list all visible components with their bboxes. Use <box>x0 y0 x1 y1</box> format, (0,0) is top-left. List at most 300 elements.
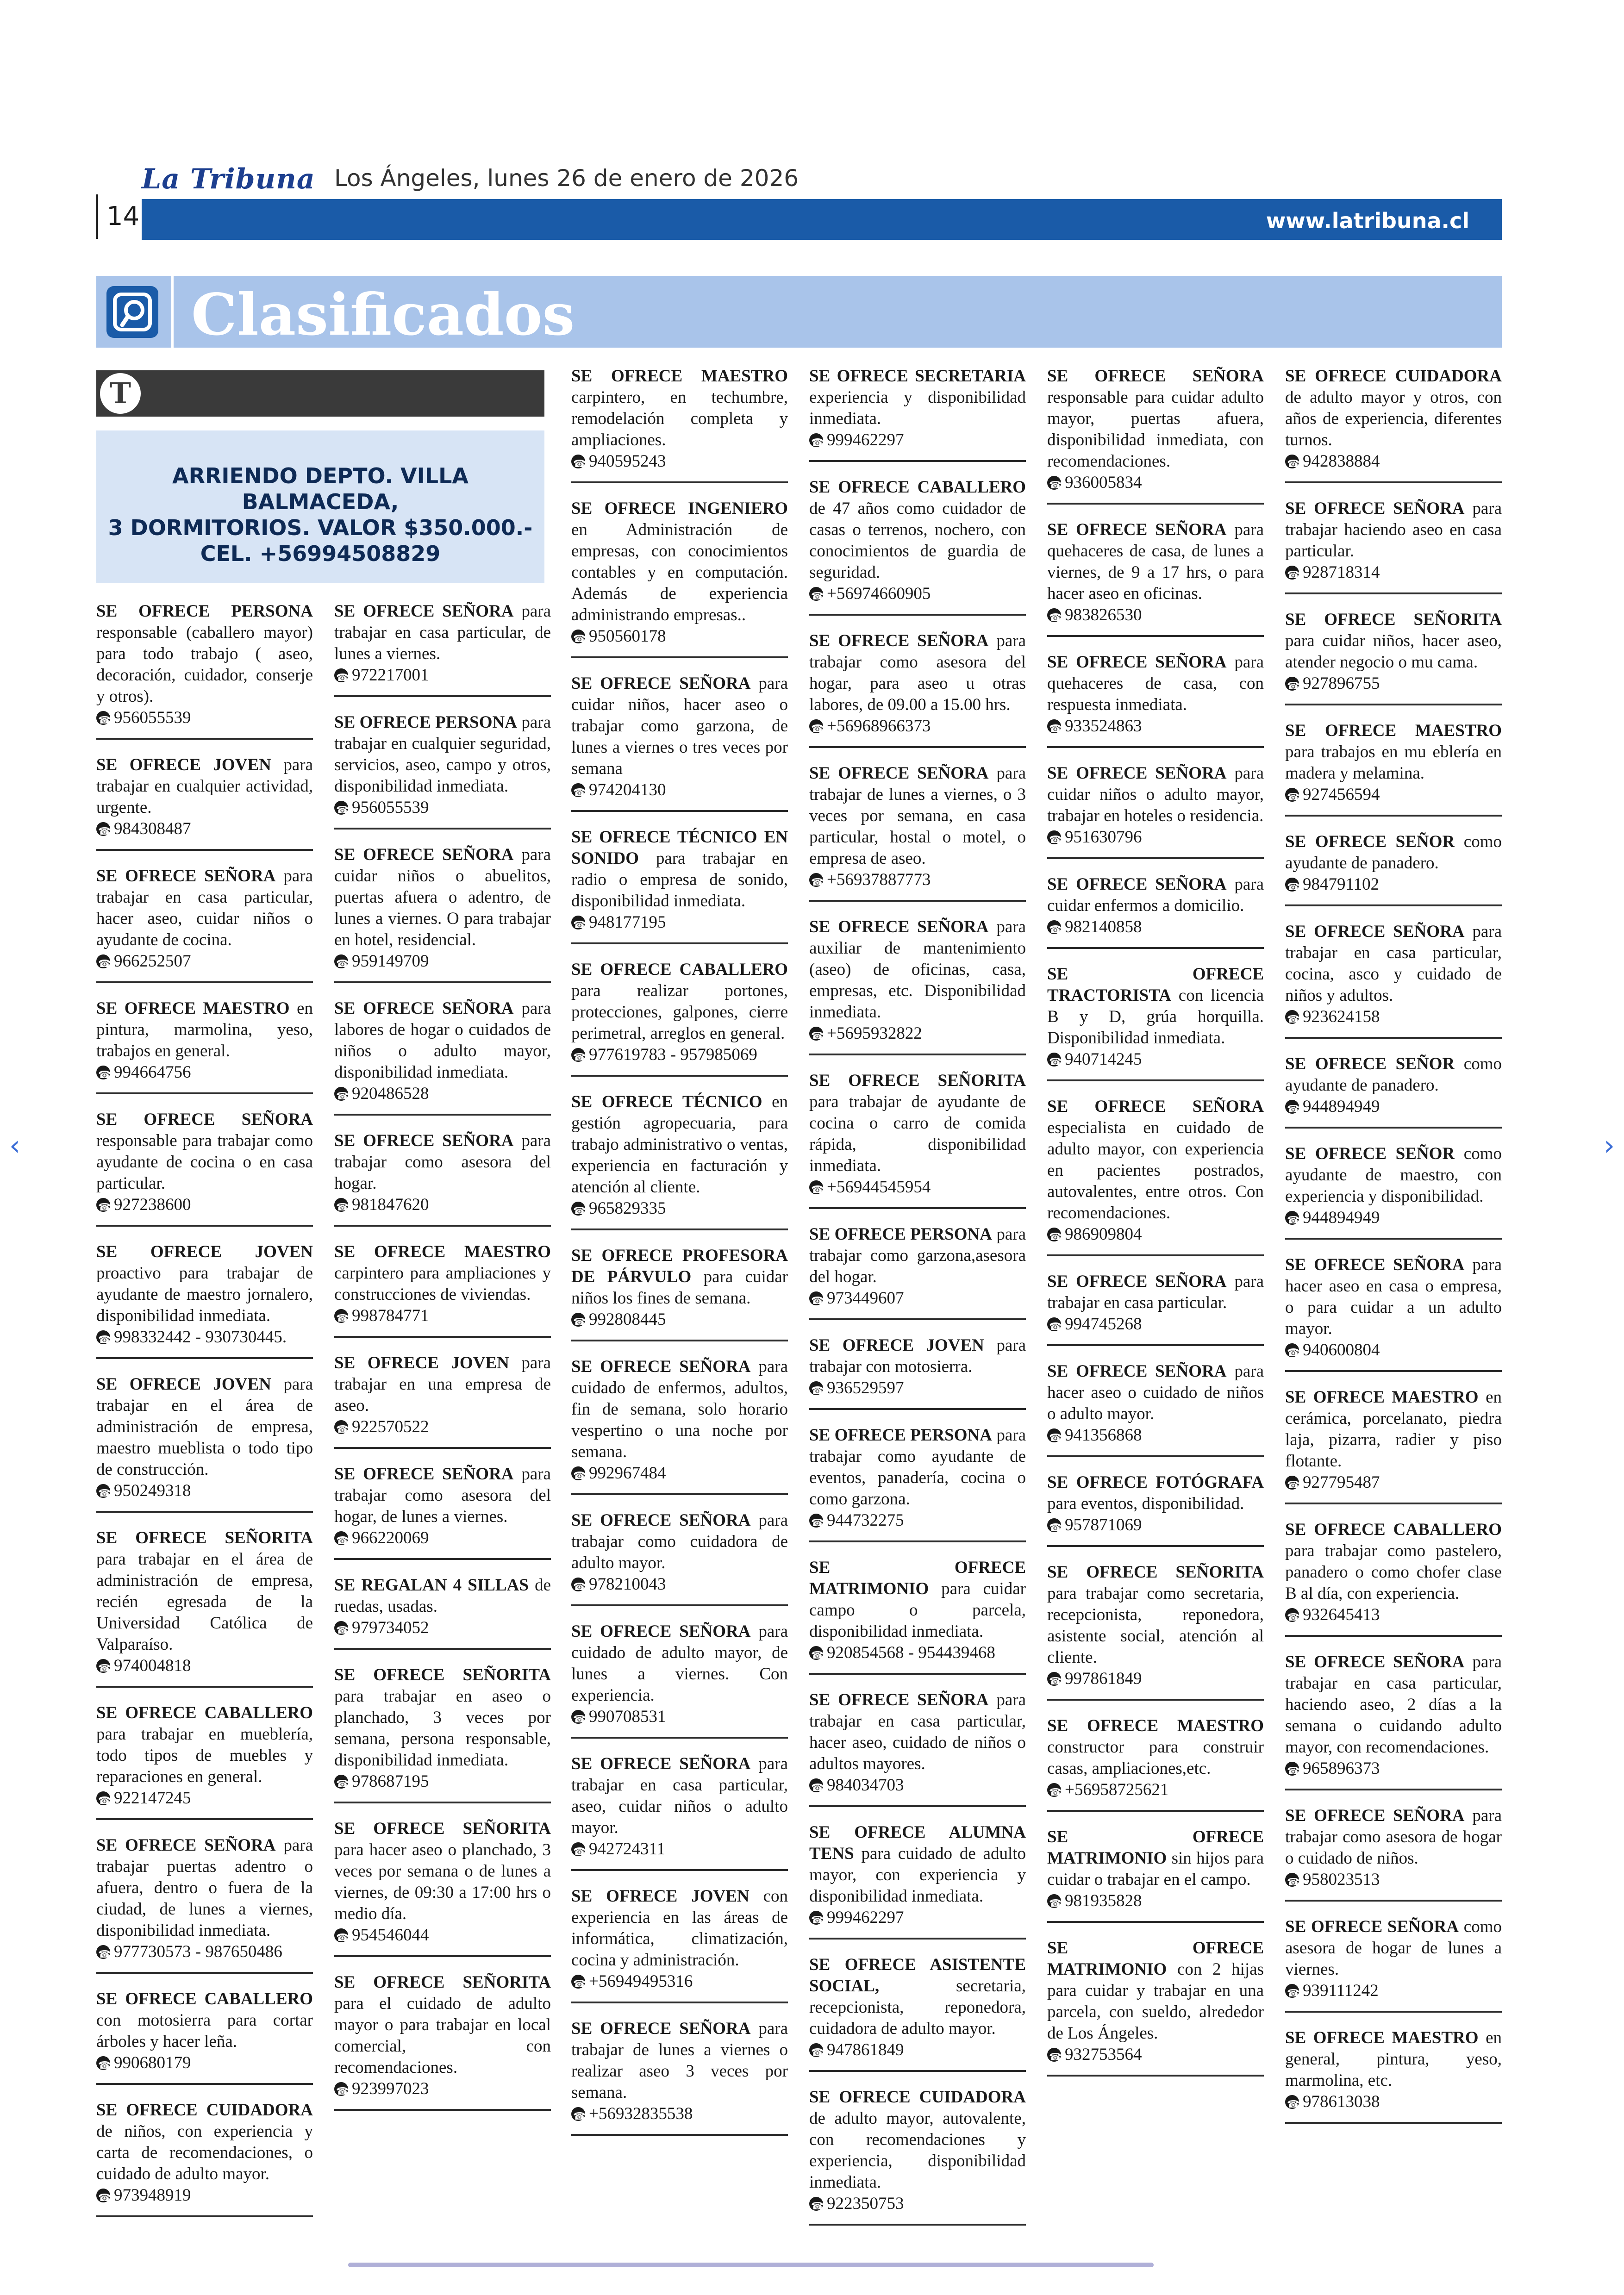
classified-ad <box>571 959 788 1077</box>
ad-headline: SE OFRECE SEÑORA <box>1285 922 1465 941</box>
classified-ad <box>1047 1361 1264 1457</box>
ad-phone-number[interactable]: +56949495316 <box>589 1972 693 1991</box>
ad-phone[interactable] <box>334 1528 551 1549</box>
classified-ad <box>1047 1715 1264 1812</box>
ad-phone-number[interactable]: 927896755 <box>1303 674 1380 693</box>
ad-phone-number[interactable]: 994745268 <box>1065 1315 1142 1334</box>
ad-phone[interactable] <box>1047 605 1264 626</box>
ad-phone-number[interactable]: 973449607 <box>827 1289 904 1308</box>
ad-phone[interactable] <box>1047 2044 1264 2065</box>
ad-body: para cuidar enfermos a domicilio. <box>1047 875 1264 915</box>
ad-phone[interactable] <box>96 818 313 840</box>
ad-phone-number[interactable]: 956055539 <box>114 708 191 727</box>
ad-phone[interactable] <box>1285 673 1502 694</box>
ad-phone-number[interactable]: 922350753 <box>827 2194 904 2213</box>
featured-line-2: 3 DORMITORIOS. VALOR $350.000.- <box>108 515 533 540</box>
ad-phone[interactable] <box>96 1941 313 1963</box>
ad-phone[interactable] <box>1285 1207 1502 1229</box>
ad-phone[interactable] <box>809 1177 1026 1198</box>
ad-phone[interactable] <box>1047 917 1264 938</box>
ad-phone-number[interactable]: 958023513 <box>1303 1870 1380 1889</box>
ad-headline: SE OFRECE CABALLERO <box>1285 1520 1502 1539</box>
ad-phone[interactable] <box>571 2103 788 2125</box>
ad-body: para cuidar niños los fines de semana. <box>571 1267 788 1308</box>
ad-headline: SE OFRECE TÉCNICO <box>571 1092 762 1111</box>
classified-ad <box>1285 1387 1502 1504</box>
ad-phone[interactable] <box>809 716 1026 737</box>
ad-phone[interactable] <box>1047 1425 1264 1446</box>
ad-phone[interactable] <box>571 1198 788 1219</box>
phone-icon <box>96 2189 110 2202</box>
classified-ad <box>1047 519 1264 637</box>
next-page-arrow-icon[interactable]: › <box>1604 1129 1615 1162</box>
ad-phone-number[interactable]: 974004818 <box>114 1656 191 1675</box>
ad-headline: SE OFRECE SEÑORA <box>1047 653 1227 672</box>
phone-icon <box>334 954 348 968</box>
ad-phone-number[interactable]: 984034703 <box>827 1776 904 1795</box>
phone-icon <box>334 1198 348 1212</box>
ad-phone[interactable] <box>1047 827 1264 848</box>
ad-phone[interactable] <box>1285 1980 1502 2002</box>
ad-headline: SE OFRECE TRACTORISTA <box>1047 965 1264 1005</box>
featured-line-1: ARRIENDO DEPTO. VILLA BALMACEDA, <box>172 463 468 514</box>
ad-phone-number[interactable]: 933524863 <box>1065 717 1142 736</box>
ad-headline: SE OFRECE TÉCNICO EN SONIDO <box>571 828 788 868</box>
ad-phone[interactable] <box>1047 1515 1264 1536</box>
ad-phone-number[interactable]: 927456594 <box>1303 785 1380 804</box>
classified-ad <box>809 1070 1026 1209</box>
ad-headline: SE OFRECE SEÑORA <box>1047 1362 1227 1381</box>
phone-icon <box>334 801 348 815</box>
ad-banner <box>96 370 544 417</box>
ad-body: en gestión agropecuaria, para trabajo administrativo o ventas, experiencia en facturación y atención al cliente. <box>571 1092 788 1197</box>
ad-phone[interactable] <box>1047 716 1264 737</box>
ad-phone[interactable] <box>96 1327 313 1348</box>
ad-phone[interactable] <box>809 1642 1026 1664</box>
ad-headline: SE OFRECE MAESTRO <box>1285 2028 1479 2047</box>
ad-headline: SE OFRECE SEÑORITA <box>334 1819 551 1838</box>
ad-phone[interactable] <box>1285 1472 1502 1493</box>
ad-headline: SE OFRECE SEÑORA <box>96 1836 276 1855</box>
phone-icon <box>334 1420 348 1434</box>
ad-phone-number[interactable]: 927238600 <box>114 1195 191 1214</box>
ad-phone-number[interactable]: 936005834 <box>1065 473 1142 492</box>
classified-ad <box>809 1224 1026 1320</box>
ad-phone-number[interactable]: 966252507 <box>114 952 191 971</box>
phone-icon <box>809 1291 823 1305</box>
ad-phone[interactable] <box>571 1839 788 1860</box>
ad-phone-number[interactable]: 992808445 <box>589 1310 666 1329</box>
ad-phone-number[interactable]: 999462297 <box>827 1908 904 1927</box>
classified-ad <box>809 917 1026 1055</box>
ad-phone-number[interactable]: 941356868 <box>1065 1426 1142 1445</box>
ad-body: para trabajar como asesora del hogar, de lunes a viernes. <box>334 1465 551 1526</box>
ad-phone[interactable] <box>571 1706 788 1727</box>
ad-body: constructor para construir casas, ampliaciones,etc. <box>1047 1738 1264 1778</box>
ad-phone[interactable] <box>809 583 1026 605</box>
ad-phone-number[interactable]: 984308487 <box>114 819 191 838</box>
ad-phone-number[interactable]: 942724311 <box>589 1840 666 1858</box>
horizontal-scrollbar[interactable] <box>348 2263 1154 2267</box>
ad-body: proactivo para trabajar de ayudante de maestro jornalero, disponibilidad inmediata. <box>96 1264 313 1325</box>
ad-phone[interactable] <box>571 780 788 801</box>
phone-icon <box>96 711 110 725</box>
ad-body: en cerámica, porcelanato, piedra laja, pizarra, radier y piso flotante. <box>1285 1388 1502 1471</box>
ad-phone[interactable] <box>334 2078 551 2100</box>
ad-phone[interactable] <box>571 1971 788 1992</box>
column-5 <box>1047 366 1264 2091</box>
ad-phone-number[interactable]: 983826530 <box>1065 605 1142 624</box>
ad-body: responsable para cuidar adulto mayor, puertas afuera, disponibilidad inmediata, con recomendaciones. <box>1047 388 1264 471</box>
ad-phone-number[interactable]: 950560178 <box>589 627 666 646</box>
ad-phone-number[interactable]: 974204130 <box>589 780 666 799</box>
phone-icon <box>809 1027 823 1041</box>
ad-phone[interactable] <box>334 665 551 686</box>
ad-headline: SE OFRECE MAESTRO <box>1285 721 1502 740</box>
ad-phone-number[interactable]: 982140858 <box>1065 917 1142 936</box>
ad-body: para quehaceres de casa, de lunes a viernes, de 9 a 17 hrs, o para hacer aseo en oficinas. <box>1047 520 1264 603</box>
ad-phone-number[interactable]: +56968966373 <box>827 717 931 736</box>
ad-headline: SE OFRECE PROFESORA DE PÁRVULO <box>571 1246 788 1286</box>
ad-phone-number[interactable]: 998332442 - 930730445. <box>114 1328 287 1347</box>
ad-body: para trabajar como ayudante de eventos, panadería, cocina o como garzona. <box>809 1426 1026 1509</box>
ad-headline: SE OFRECE CABALLERO <box>96 1703 313 1722</box>
ad-phone-number[interactable]: 994664756 <box>114 1063 191 1082</box>
phone-icon <box>1285 878 1299 892</box>
ad-phone[interactable] <box>334 1194 551 1216</box>
ad-body: para trabajar en casa particular, aseo, cuidar niños o adulto mayor. <box>571 1754 788 1837</box>
ad-phone[interactable] <box>1285 1604 1502 1626</box>
featured-ad[interactable] <box>96 430 544 583</box>
ad-body: para trabajar de lunes a viernes o realizar aseo 3 veces por semana. <box>571 2019 788 2102</box>
ad-phone-number[interactable]: 965896373 <box>1303 1759 1380 1778</box>
ad-phone[interactable] <box>809 869 1026 891</box>
ad-phone-number[interactable]: 986909804 <box>1065 1225 1142 1244</box>
phone-icon <box>1047 830 1061 844</box>
ad-phone[interactable] <box>1047 1668 1264 1690</box>
classified-ad <box>96 1703 313 1820</box>
ad-phone[interactable] <box>334 1416 551 1438</box>
ad-phone-number[interactable]: 940714245 <box>1065 1050 1142 1069</box>
ad-headline: SE OFRECE SEÑORA <box>1047 1097 1264 1116</box>
ad-phone-number[interactable]: 978613038 <box>1303 2092 1380 2111</box>
ad-phone[interactable] <box>96 1788 313 1809</box>
phone-icon <box>571 783 585 797</box>
ad-headline: SE OFRECE SEÑORA <box>809 764 989 783</box>
phone-icon <box>809 1180 823 1194</box>
ad-phone-number[interactable]: 944732275 <box>827 1511 904 1530</box>
classified-ad <box>1047 1271 1264 1346</box>
ad-headline: SE OFRECE PERSONA <box>809 1426 992 1445</box>
ad-phone-number[interactable]: 978210043 <box>589 1575 666 1594</box>
section-divider <box>171 276 174 348</box>
ad-phone-number[interactable]: 948177195 <box>589 913 666 932</box>
ad-phone-number[interactable]: +5695932822 <box>827 1024 922 1043</box>
ad-phone[interactable] <box>571 1309 788 1330</box>
ad-phone[interactable] <box>809 1907 1026 1928</box>
ad-phone[interactable] <box>809 1288 1026 1309</box>
phone-icon <box>1047 2048 1061 2062</box>
phone-icon <box>1047 1428 1061 1442</box>
ad-phone-number[interactable]: 944894949 <box>1303 1097 1380 1116</box>
ad-phone[interactable] <box>334 1771 551 1792</box>
ad-headline: SE OFRECE PERSONA <box>96 602 313 621</box>
ad-phone[interactable] <box>96 1062 313 1083</box>
classified-ad <box>334 1575 551 1650</box>
ad-body: para trabajar como cuidadora de adulto mayor. <box>571 1511 788 1572</box>
ad-body: para trabajar en el área de administración de empresa, maestro mueblista o todo tipo de construcción. <box>96 1375 313 1479</box>
ad-phone[interactable] <box>1285 1758 1502 1779</box>
ad-phone-number[interactable]: 981935828 <box>1065 1891 1142 1910</box>
phone-icon <box>809 2043 823 2057</box>
classified-ad <box>1047 763 1264 859</box>
ad-phone-number[interactable]: 966220069 <box>352 1528 429 1547</box>
ad-phone[interactable] <box>809 1378 1026 1399</box>
ad-phone[interactable] <box>571 912 788 933</box>
ad-phone-number[interactable]: 939111242 <box>1303 1981 1379 2000</box>
ad-phone[interactable] <box>1047 472 1264 493</box>
ad-phone[interactable] <box>809 430 1026 451</box>
ad-phone-number[interactable]: 965829335 <box>589 1199 666 1218</box>
ad-phone-number[interactable]: 927795487 <box>1303 1473 1380 1492</box>
phone-icon <box>571 1048 585 1062</box>
ad-phone-number[interactable]: +56974660905 <box>827 584 931 603</box>
ad-body: como ayudante de maestro, con experiencia y disponibilidad. <box>1285 1144 1502 1206</box>
ad-phone[interactable] <box>1047 1224 1264 1245</box>
ad-phone-number[interactable]: 944894949 <box>1303 1208 1380 1227</box>
ad-phone-number[interactable]: 979734052 <box>352 1618 429 1637</box>
ad-body: para trabajar haciendo aseo en casa particular. <box>1285 499 1502 561</box>
ad-phone-number[interactable]: 932753564 <box>1065 2045 1142 2064</box>
ad-headline: SE OFRECE JOVEN <box>809 1336 984 1355</box>
featured-ad-text <box>96 463 544 567</box>
site-url[interactable]: www.latribuna.cl <box>1266 208 1469 233</box>
ad-body: carpintero para ampliaciones y construcciones de viviendas. <box>334 1264 551 1304</box>
ad-body: para trabajar de ayudante de cocina o carro de comida rápida, disponibilidad inmediata. <box>809 1092 1026 1175</box>
ad-phone-number[interactable]: 942838884 <box>1303 452 1380 471</box>
ad-body: experiencia y disponibilidad inmediata. <box>809 388 1026 428</box>
ad-phone-number[interactable]: 973948919 <box>114 2186 191 2205</box>
classified-ad <box>334 1972 551 2111</box>
ad-headline: SE OFRECE CABALLERO <box>571 960 788 979</box>
phone-icon <box>1047 719 1061 733</box>
classified-ad <box>571 1091 788 1230</box>
ad-headline: SE OFRECE SEÑORA <box>1047 875 1227 894</box>
ad-phone[interactable] <box>571 626 788 647</box>
ad-phone[interactable] <box>571 1463 788 1484</box>
ad-phone-number[interactable]: 972217001 <box>352 666 429 685</box>
ad-phone[interactable] <box>1285 1096 1502 1117</box>
ad-phone[interactable] <box>96 951 313 972</box>
ad-phone[interactable] <box>1285 562 1502 583</box>
ad-phone[interactable] <box>96 2185 313 2206</box>
ad-phone[interactable] <box>334 1617 551 1639</box>
ad-phone-number[interactable]: 990680179 <box>114 2053 191 2072</box>
ad-phone-number[interactable]: 997861849 <box>1065 1669 1142 1688</box>
ad-phone[interactable] <box>571 1574 788 1595</box>
ad-body: para auxiliar de mantenimiento (aseo) de oficinas, casa, empresas, etc. Disponibilidad inmediata. <box>809 917 1026 1022</box>
ad-phone-number[interactable]: 936529597 <box>827 1378 904 1397</box>
ad-phone-number[interactable]: +56958725621 <box>1065 1780 1169 1799</box>
ad-phone-number[interactable]: +56932835538 <box>589 2104 693 2123</box>
ad-phone[interactable] <box>1047 1779 1264 1801</box>
scrollbar-thumb[interactable] <box>348 2263 1154 2267</box>
ad-phone[interactable] <box>334 951 551 972</box>
ad-phone[interactable] <box>1285 451 1502 472</box>
column-3 <box>571 366 788 2151</box>
phone-icon <box>96 2056 110 2070</box>
classified-ad <box>96 1241 313 1359</box>
phone-icon <box>809 2197 823 2211</box>
ad-phone[interactable] <box>96 1480 313 1502</box>
ad-phone-number[interactable]: 999462297 <box>827 430 904 449</box>
ad-phone-number[interactable]: 959149709 <box>352 952 429 971</box>
ad-phone-number[interactable]: 922147245 <box>114 1789 191 1808</box>
ad-phone[interactable] <box>96 1655 313 1677</box>
ad-phone-number[interactable]: 920486528 <box>352 1084 429 1103</box>
ad-phone-number[interactable]: +56937887773 <box>827 870 931 889</box>
classified-ad <box>1285 1054 1502 1129</box>
ad-phone[interactable] <box>1047 1890 1264 1912</box>
ad-body: en general, pintura, yeso, marmolina, etc. <box>1285 2028 1502 2090</box>
classified-ad <box>334 998 551 1116</box>
classified-ad <box>1285 1805 1502 1902</box>
ad-phone-number[interactable]: 981847620 <box>352 1195 429 1214</box>
phone-icon <box>1047 1053 1061 1066</box>
ad-phone[interactable] <box>334 797 551 818</box>
phone-icon <box>571 1710 585 1724</box>
ad-headline: SE OFRECE CABALLERO <box>809 478 1026 497</box>
ad-phone[interactable] <box>334 1083 551 1104</box>
ad-headline: SE OFRECE SEÑORA <box>334 1465 514 1484</box>
ad-body: para trabajar como asesora del hogar, para aseo u otras labores, de 09.00 a 15.00 hrs. <box>809 631 1026 714</box>
ad-phone[interactable] <box>1285 1869 1502 1890</box>
ad-headline: SE OFRECE JOVEN <box>571 1887 750 1906</box>
phone-icon <box>96 954 110 968</box>
ad-phone[interactable] <box>1285 2091 1502 2113</box>
ad-phone[interactable] <box>809 2039 1026 2061</box>
ad-phone-number[interactable]: +56944545954 <box>827 1178 931 1197</box>
phone-icon <box>1285 1873 1299 1887</box>
ad-phone[interactable] <box>1285 1340 1502 1361</box>
ad-headline: SE OFRECE SEÑORA <box>571 674 751 693</box>
ad-phone-number[interactable]: 984791102 <box>1303 875 1380 894</box>
ad-phone-number[interactable]: 977619783 - 957985069 <box>589 1045 757 1064</box>
ad-phone-number[interactable]: 928718314 <box>1303 563 1380 582</box>
ad-phone[interactable] <box>334 1305 551 1327</box>
classified-ad <box>334 1353 551 1449</box>
ad-phone[interactable] <box>809 2193 1026 2214</box>
ad-phone-number[interactable]: 951630796 <box>1065 828 1142 847</box>
ad-body: para trabajar en aseo o planchado, 3 veces por semana, persona responsable, disponibilidad inmediata. <box>334 1687 551 1770</box>
classified-ad <box>1285 831 1502 906</box>
classified-ad <box>96 1374 313 1513</box>
ad-body: como ayudante de panadero. <box>1285 1054 1502 1095</box>
ad-body: para realizar portones, protecciones, galpones, cierre perimetral, arreglos en general. <box>571 981 788 1043</box>
ad-headline: SE OFRECE SEÑORA <box>809 1690 989 1709</box>
phone-icon <box>1047 1228 1061 1241</box>
ad-phone[interactable] <box>96 707 313 729</box>
ad-body: secretaria, recepcionista, reponedora, cuidadora de adulto mayor. <box>809 1977 1026 2038</box>
ad-phone-number[interactable]: 992967484 <box>589 1464 666 1483</box>
ad-phone-number[interactable]: 950249318 <box>114 1481 191 1500</box>
ad-phone[interactable] <box>1047 1314 1264 1335</box>
ad-body: responsable para trabajar como ayudante de cocina o en casa particular. <box>96 1131 313 1193</box>
ad-phone-number[interactable]: 922570522 <box>352 1417 429 1436</box>
ad-phone[interactable] <box>809 1775 1026 1796</box>
phone-icon <box>96 1945 110 1959</box>
ad-phone-number[interactable]: 998784771 <box>352 1306 429 1325</box>
phone-icon <box>571 1578 585 1591</box>
classified-ad <box>1047 652 1264 748</box>
ad-headline: SE OFRECE SECRETARIA <box>809 367 1026 386</box>
ad-phone-number[interactable]: 957871069 <box>1065 1515 1142 1534</box>
ad-phone-number[interactable]: 923624158 <box>1303 1007 1380 1026</box>
classified-ad <box>809 1690 1026 1807</box>
ad-headline: SE OFRECE SEÑORITA <box>1285 610 1502 629</box>
ad-phone[interactable] <box>96 2052 313 2074</box>
ad-body: para eventos, disponibilidad. <box>1047 1494 1244 1513</box>
ad-body: para trabajar en radio o empresa de sonido, disponibilidad inmediata. <box>571 849 788 911</box>
ad-phone-number[interactable]: 940595243 <box>589 452 666 471</box>
classified-ad <box>571 1510 788 1606</box>
ad-phone[interactable] <box>571 1044 788 1066</box>
phone-icon <box>1285 1762 1299 1776</box>
ad-phone[interactable] <box>571 451 788 472</box>
ad-headline: SE OFRECE SEÑORA <box>809 631 989 650</box>
phone-icon <box>1285 1343 1299 1357</box>
phone-icon <box>96 1659 110 1673</box>
previous-page-arrow-icon[interactable]: ‹ <box>9 1129 20 1162</box>
ad-phone[interactable] <box>334 1925 551 1946</box>
phone-icon <box>96 1330 110 1344</box>
ad-phone-number[interactable]: 923997023 <box>352 2079 429 2098</box>
ad-phone-number[interactable]: 977730573 - 987650486 <box>114 1942 282 1961</box>
classified-ad <box>1047 1472 1264 1547</box>
ad-phone-number[interactable]: 932645413 <box>1303 1605 1380 1624</box>
classified-ad <box>1047 1562 1264 1701</box>
phone-icon <box>1285 677 1299 691</box>
ad-phone[interactable] <box>809 1023 1026 1044</box>
classified-ad <box>1285 609 1502 705</box>
ad-phone[interactable] <box>1285 1006 1502 1028</box>
ad-phone-number[interactable]: 978687195 <box>352 1772 429 1791</box>
ad-body: para cuidar campo o parcela, disponibilidad inmediata. <box>809 1579 1026 1641</box>
ad-phone[interactable] <box>96 1194 313 1216</box>
ad-phone-number[interactable]: 940600804 <box>1303 1341 1380 1360</box>
ad-phone-number[interactable]: 954546044 <box>352 1926 429 1945</box>
phone-icon <box>809 1911 823 1925</box>
ad-phone-number[interactable]: 990708531 <box>589 1707 666 1726</box>
phone-icon <box>571 1842 585 1856</box>
header-bar <box>142 199 1502 240</box>
ad-phone-number[interactable]: 956055539 <box>352 798 429 817</box>
classified-ad <box>571 1753 788 1871</box>
ad-phone[interactable] <box>1285 784 1502 805</box>
ad-headline: SE OFRECE FOTÓGRAFA <box>1047 1473 1264 1492</box>
column-4 <box>809 366 1026 2240</box>
ad-phone-number[interactable]: 920854568 - 954439468 <box>827 1643 995 1662</box>
ad-body: para cuidado de adulto mayor, con experiencia y disponibilidad inmediata. <box>809 1844 1026 1906</box>
phone-icon <box>571 1313 585 1327</box>
ad-phone[interactable] <box>1047 1049 1264 1070</box>
classified-ad <box>809 477 1026 616</box>
ad-phone-number[interactable]: 947861849 <box>827 2040 904 2059</box>
ad-phone[interactable] <box>809 1510 1026 1531</box>
phone-icon <box>809 1778 823 1792</box>
ad-phone[interactable] <box>1285 874 1502 895</box>
ad-body: para el cuidado de adulto mayor o para trabajar en local comercial, con recomendaciones. <box>334 1994 551 2077</box>
